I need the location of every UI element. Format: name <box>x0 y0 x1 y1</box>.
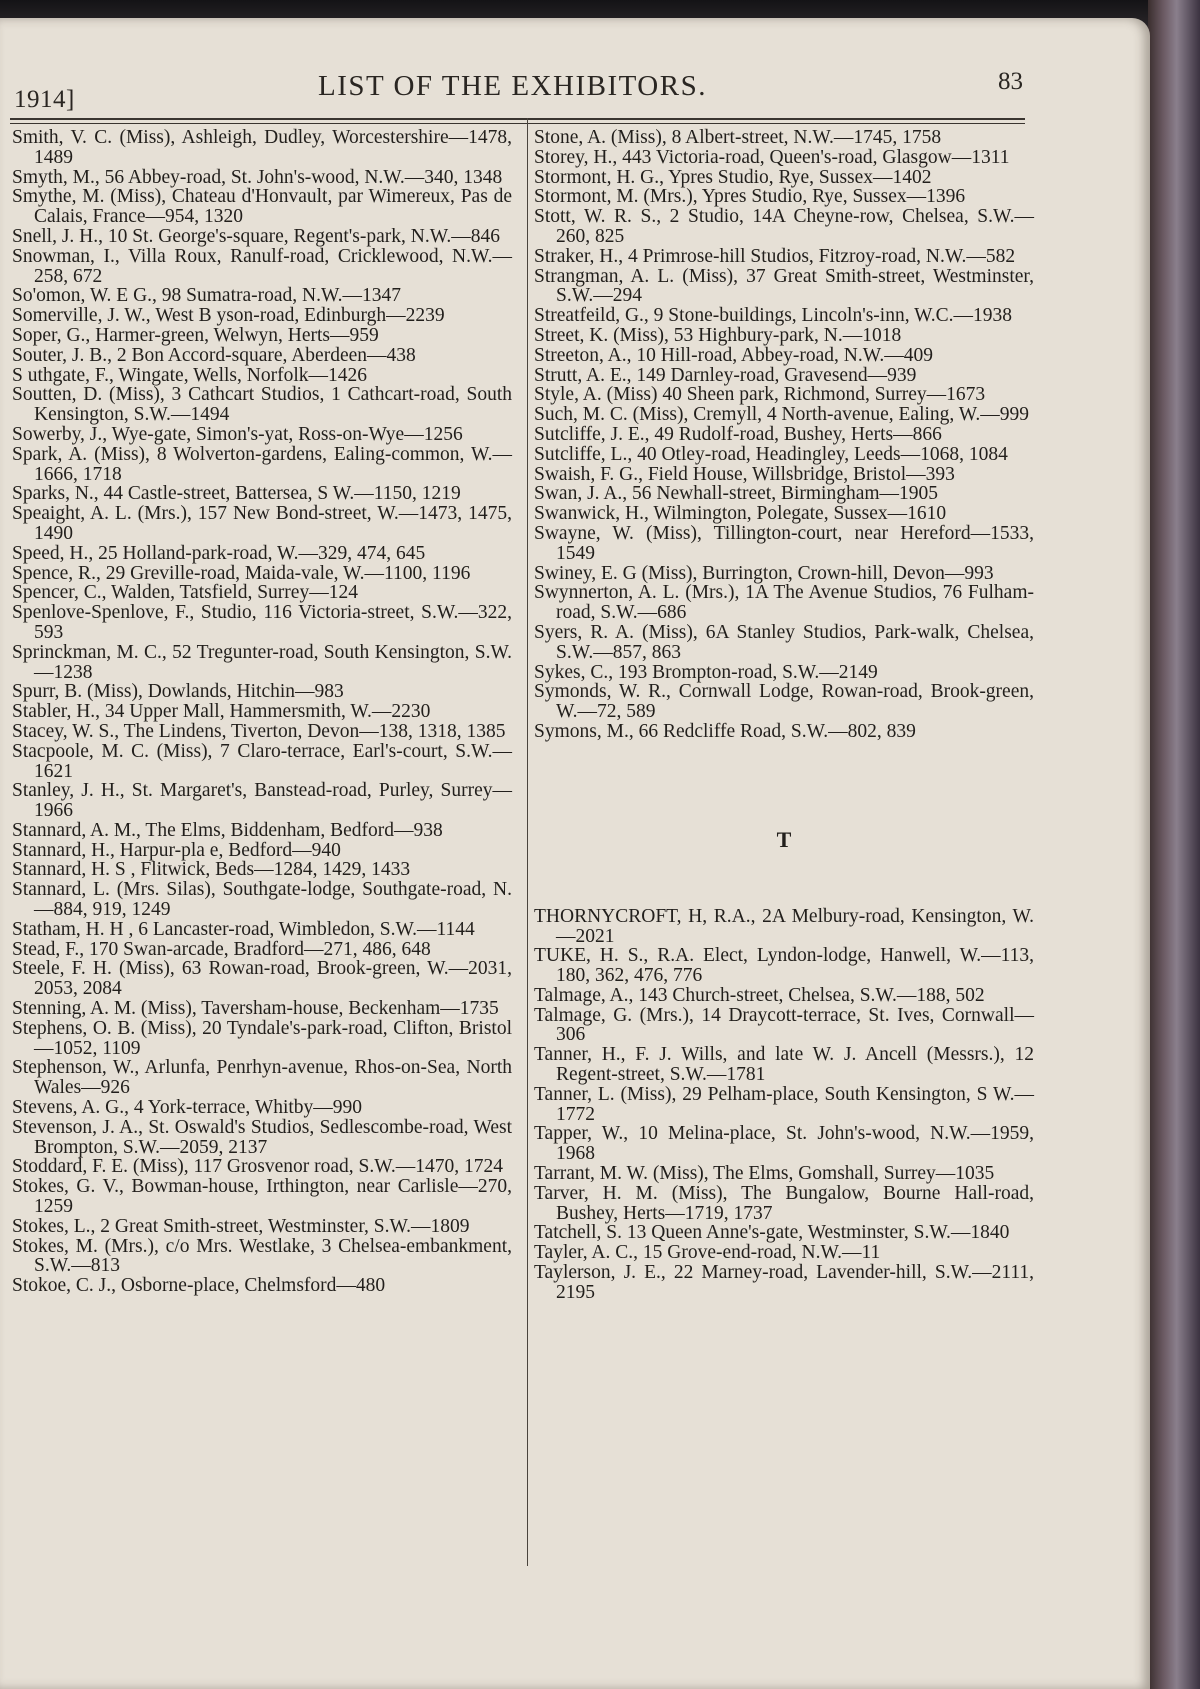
exhibitor-entry: Straker, H., 4 Primrose-hill Studios, Fitzroy-road, N.W.—582 <box>534 245 1016 267</box>
s-entries <box>534 128 1034 742</box>
exhibitor-entry: Talmage, A., 143 Church-street, Chelsea, S.W.—188, 502 <box>534 984 985 1006</box>
exhibitor-entry: Taylerson, J. E., 22 Marney-road, Lavender-hill, S.W.—2111, 2195 <box>534 1262 1034 1303</box>
exhibitor-entry: Swiney, E. G (Miss), Burrington, Crown-hill, Devon—993 <box>534 562 994 584</box>
exhibitor-entry: Stephenson, W., Arlunfa, Penrhyn-avenue, Rhos-on-Sea, North Wales—926 <box>12 1057 512 1099</box>
exhibitor-entry: Stevens, A. G., 4 York-terrace, Whitby—990 <box>12 1097 363 1119</box>
exhibitor-entry: Spark, A. (Miss), 8 Wolverton-gardens, Ealing-common, W.—1666, 1718 <box>12 443 512 485</box>
exhibitor-entry: Snowman, I., Villa Roux, Ranulf-road, Cricklewood, N.W.—258, 672 <box>12 245 512 287</box>
exhibitor-entry: Stott, W. R. S., 2 Studio, 14A Cheyne-row, Chelsea, S.W.—260, 825 <box>534 206 1034 247</box>
exhibitor-entry: Style, A. (Miss) 40 Sheen park, Richmond, Surrey—1673 <box>534 384 986 406</box>
header-rule <box>10 118 1025 120</box>
exhibitor-entry: Stannard, H., Harpur-pla e, Bedford—940 <box>12 839 341 861</box>
exhibitor-entry: Tarver, H. M. (Miss), The Bungalow, Bourne Hall-road, Bushey, Herts—1719, 1737 <box>534 1182 1034 1224</box>
exhibitor-entry: Soutten, D. (Miss), 3 Cathcart Studios, 1 Cathcart-road, South Kensington, S.W.—1494 <box>12 384 512 426</box>
exhibitor-entry: Smyth, M., 56 Abbey-road, St. John's-wood, N.W.—340, 1348 <box>12 166 503 188</box>
exhibitor-entry: Talmage, G. (Mrs.), 14 Draycott-terrace, St. Ives, Cornwall—306 <box>534 1004 1034 1046</box>
exhibitor-entry: Swayne, W. (Miss), Tillington-court, near Hereford—1533, 1549 <box>534 522 1034 564</box>
exhibitor-entry: Spenlove-Spenlove, F., Studio, 116 Victoria-street, S.W.—322, 593 <box>12 602 512 643</box>
exhibitor-entry: THORNYCROFT, H, R.A., 2A Melbury-road, Kensington, W.—2021 <box>534 905 1034 947</box>
exhibitor-entry: Somerville, J. W., West B yson-road, Edinburgh—2239 <box>12 305 445 327</box>
exhibitor-entry: Stenning, A. M. (Miss), Taversham-house, Beckenham—1735 <box>12 998 499 1020</box>
left-column <box>12 128 512 1296</box>
book-cover-edge <box>1148 0 1200 1689</box>
exhibitor-entry: Stormont, H. G., Ypres Studio, Rye, Sussex—1402 <box>534 166 932 188</box>
exhibitor-entry: Stokes, M. (Mrs.), c/o Mrs. Westlake, 3 Chelsea-embankment, S.W.—813 <box>12 1235 512 1277</box>
exhibitor-entry: So'omon, W. E G., 98 Sumatra-road, N.W.—1347 <box>12 285 401 307</box>
exhibitor-entry: Souter, J. B., 2 Bon Accord-square, Aberdeen—438 <box>12 344 416 366</box>
exhibitor-entry: Sutcliffe, L., 40 Otley-road, Headingley, Leeds—1068, 1084 <box>534 443 1008 465</box>
header-year: 1914] <box>14 86 75 113</box>
exhibitor-entry: Tayler, A. C., 15 Grove-end-road, N.W.—11 <box>534 1242 881 1264</box>
exhibitor-entry: Sparks, N., 44 Castle-street, Battersea, S W.—1150, 1219 <box>12 483 461 505</box>
exhibitor-entry: Stone, A. (Miss), 8 Albert-street, N.W.—1745, 1758 <box>534 127 942 148</box>
page-number: 83 <box>998 68 1023 95</box>
exhibitor-entry: Streeton, A., 10 Hill-road, Abbey-road, N.W.—409 <box>534 344 933 366</box>
exhibitor-entry: Stead, F., 170 Swan-arcade, Bradford—271, 486, 648 <box>12 938 431 960</box>
exhibitor-entry: Stacey, W. S., The Lindens, Tiverton, Devon—138, 1318, 1385 <box>12 720 506 742</box>
exhibitor-entry: Sowerby, J., Wye-gate, Simon's-yat, Ross-on-Wye—1256 <box>12 423 463 445</box>
exhibitor-entry: Stannard, H. S , Flitwick, Beds—1284, 1429, 1433 <box>12 859 411 881</box>
catalogue-page <box>0 18 1150 1689</box>
exhibitor-entry: Symonds, W. R., Cornwall Lodge, Rowan-road, Brook-green, W.—72, 589 <box>534 681 1034 723</box>
exhibitor-entry: Stannard, L. (Mrs. Silas), Southgate-lodge, Southgate-road, N.—884, 919, 1249 <box>12 879 512 921</box>
section-letter: T <box>776 826 792 852</box>
exhibitor-entry: Statham, H. H , 6 Lancaster-road, Wimbledon, S.W.—1144 <box>12 918 475 940</box>
exhibitor-entry: Snell, J. H., 10 St. George's-square, Regent's-park, N.W.—846 <box>12 225 500 247</box>
exhibitor-entry: TUKE, H. S., R.A. Elect, Lyndon-lodge, Hanwell, W.—113, 180, 362, 476, 776 <box>534 945 1034 987</box>
exhibitor-entry: Speaight, A. L. (Mrs.), 157 New Bond-street, W.—1473, 1475, 1490 <box>12 503 512 544</box>
exhibitor-entry: Symons, M., 66 Redcliffe Road, S.W.—802, 839 <box>534 720 916 742</box>
exhibitor-entry: Tatchell, S. 13 Queen Anne's-gate, Westminster, S.W.—1840 <box>534 1222 1010 1244</box>
exhibitor-entry: Steele, F. H. (Miss), 63 Rowan-road, Brook-green, W.—2031, 2053, 2084 <box>12 958 512 1000</box>
exhibitor-entry: Storey, H., 443 Victoria-road, Queen's-road, Glasgow—1311 <box>534 146 1010 168</box>
exhibitor-entry: Swan, J. A., 56 Newhall-street, Birmingham—1905 <box>534 483 939 505</box>
exhibitor-entry: Stanley, J. H., St. Margaret's, Banstead-road, Purley, Surrey—1966 <box>12 780 512 822</box>
exhibitor-entry: Swaish, F. G., Field House, Willsbridge, Bristol—393 <box>534 463 955 485</box>
exhibitor-entry: Sprinckman, M. C., 52 Tregunter-road, South Kensington, S.W.—1238 <box>12 641 512 683</box>
exhibitor-entry: Tanner, H., F. J. Wills, and late W. J. Ancell (Messrs.), 12 Regent-street, S.W.—1781 <box>534 1044 1034 1086</box>
exhibitor-entry: Tapper, W., 10 Melina-place, St. John's-wood, N.W.—1959, 1968 <box>534 1123 1034 1165</box>
exhibitor-entry: Stormont, M. (Mrs.), Ypres Studio, Rye, Sussex—1396 <box>534 186 966 208</box>
header-title: LIST OF THE EXHIBITORS. <box>318 70 707 102</box>
exhibitor-entry: Speed, H., 25 Holland-park-road, W.—329, 474, 645 <box>12 542 426 564</box>
exhibitor-entry: Strutt, A. E., 149 Darnley-road, Gravesend—939 <box>534 364 917 386</box>
right-column <box>534 128 1034 1303</box>
exhibitor-entry: Stokes, L., 2 Great Smith-street, Westminster, S.W.—1809 <box>12 1215 470 1237</box>
exhibitor-entry: Swynnerton, A. L. (Mrs.), 1A The Avenue Studios, 76 Fulham-road, S.W.—686 <box>534 582 1034 624</box>
exhibitor-entry: Tarrant, M. W. (Miss), The Elms, Gomshall, Surrey—1035 <box>534 1163 995 1185</box>
t-entries <box>534 907 1034 1303</box>
exhibitor-entry: Stannard, A. M., The Elms, Biddenham, Bedford—938 <box>12 819 443 841</box>
exhibitor-entry: Syers, R. A. (Miss), 6A Stanley Studios, Park-walk, Chelsea, S.W.—857, 863 <box>534 621 1034 663</box>
exhibitor-entry: Stevenson, J. A., St. Oswald's Studios, Sedlescombe-road, West Brompton, S.W.—2059, 2137 <box>12 1116 512 1158</box>
exhibitor-entry: Such, M. C. (Miss), Cremyll, 4 North-avenue, Ealing, W.—999 <box>534 404 1030 426</box>
column-divider <box>527 118 528 1566</box>
exhibitor-entry: Stoddard, F. E. (Miss), 117 Grosvenor road, S.W.—1470, 1724 <box>12 1156 503 1178</box>
exhibitor-entry: Smythe, M. (Miss), Chateau d'Honvault, par Wimereux, Pas de Calais, France—954, 1320 <box>12 186 512 228</box>
exhibitor-entry: Stacpoole, M. C. (Miss), 7 Claro-terrace, Earl's-court, S.W.—1621 <box>12 740 512 782</box>
exhibitor-entry: Stabler, H., 34 Upper Mall, Hammersmith, W.—2230 <box>12 701 431 723</box>
exhibitor-entry: Stokoe, C. J., Osborne-place, Chelmsford—480 <box>12 1275 386 1297</box>
exhibitor-entry: Swanwick, H., Wilmington, Polegate, Sussex—1610 <box>534 503 947 525</box>
exhibitor-entry: Spence, R., 29 Greville-road, Maida-vale, W.—1100, 1196 <box>12 562 471 584</box>
exhibitor-entry: Streatfeild, G., 9 Stone-buildings, Lincoln's-inn, W.C.—1938 <box>534 305 1012 327</box>
exhibitor-entry: S uthgate, F., Wingate, Wells, Norfolk—1426 <box>12 364 367 386</box>
exhibitor-entry: Spencer, C., Walden, Tatsfield, Surrey—124 <box>12 582 358 604</box>
running-header <box>0 50 1150 120</box>
exhibitor-entry: Soper, G., Harmer-green, Welwyn, Herts—959 <box>12 324 379 346</box>
exhibitor-entry: Smith, V. C. (Miss), Ashleigh, Dudley, Worcestershire—1478, 1489 <box>12 127 512 168</box>
exhibitor-entry: Spurr, B. (Miss), Dowlands, Hitchin—983 <box>12 681 344 703</box>
exhibitor-entry: Tanner, L. (Miss), 29 Pelham-place, South Kensington, S W.—1772 <box>534 1083 1034 1125</box>
exhibitor-entry: Stephens, O. B. (Miss), 20 Tyndale's-park-road, Clifton, Bristol—1052, 1109 <box>12 1017 512 1059</box>
exhibitor-entry: Strangman, A. L. (Miss), 37 Great Smith-street, Westminster, S.W.—294 <box>534 265 1034 307</box>
exhibitor-entry: Street, K. (Miss), 53 Highbury-park, N.—1018 <box>534 324 902 346</box>
exhibitor-entry: Sykes, C., 193 Brompton-road, S.W.—2149 <box>534 661 878 683</box>
exhibitor-entry: Sutcliffe, J. E., 49 Rudolf-road, Bushey, Herts—866 <box>534 423 942 445</box>
header-rule <box>10 123 1025 124</box>
exhibitor-entry: Stokes, G. V., Bowman-house, Irthington, near Carlisle—270, 1259 <box>12 1176 512 1218</box>
